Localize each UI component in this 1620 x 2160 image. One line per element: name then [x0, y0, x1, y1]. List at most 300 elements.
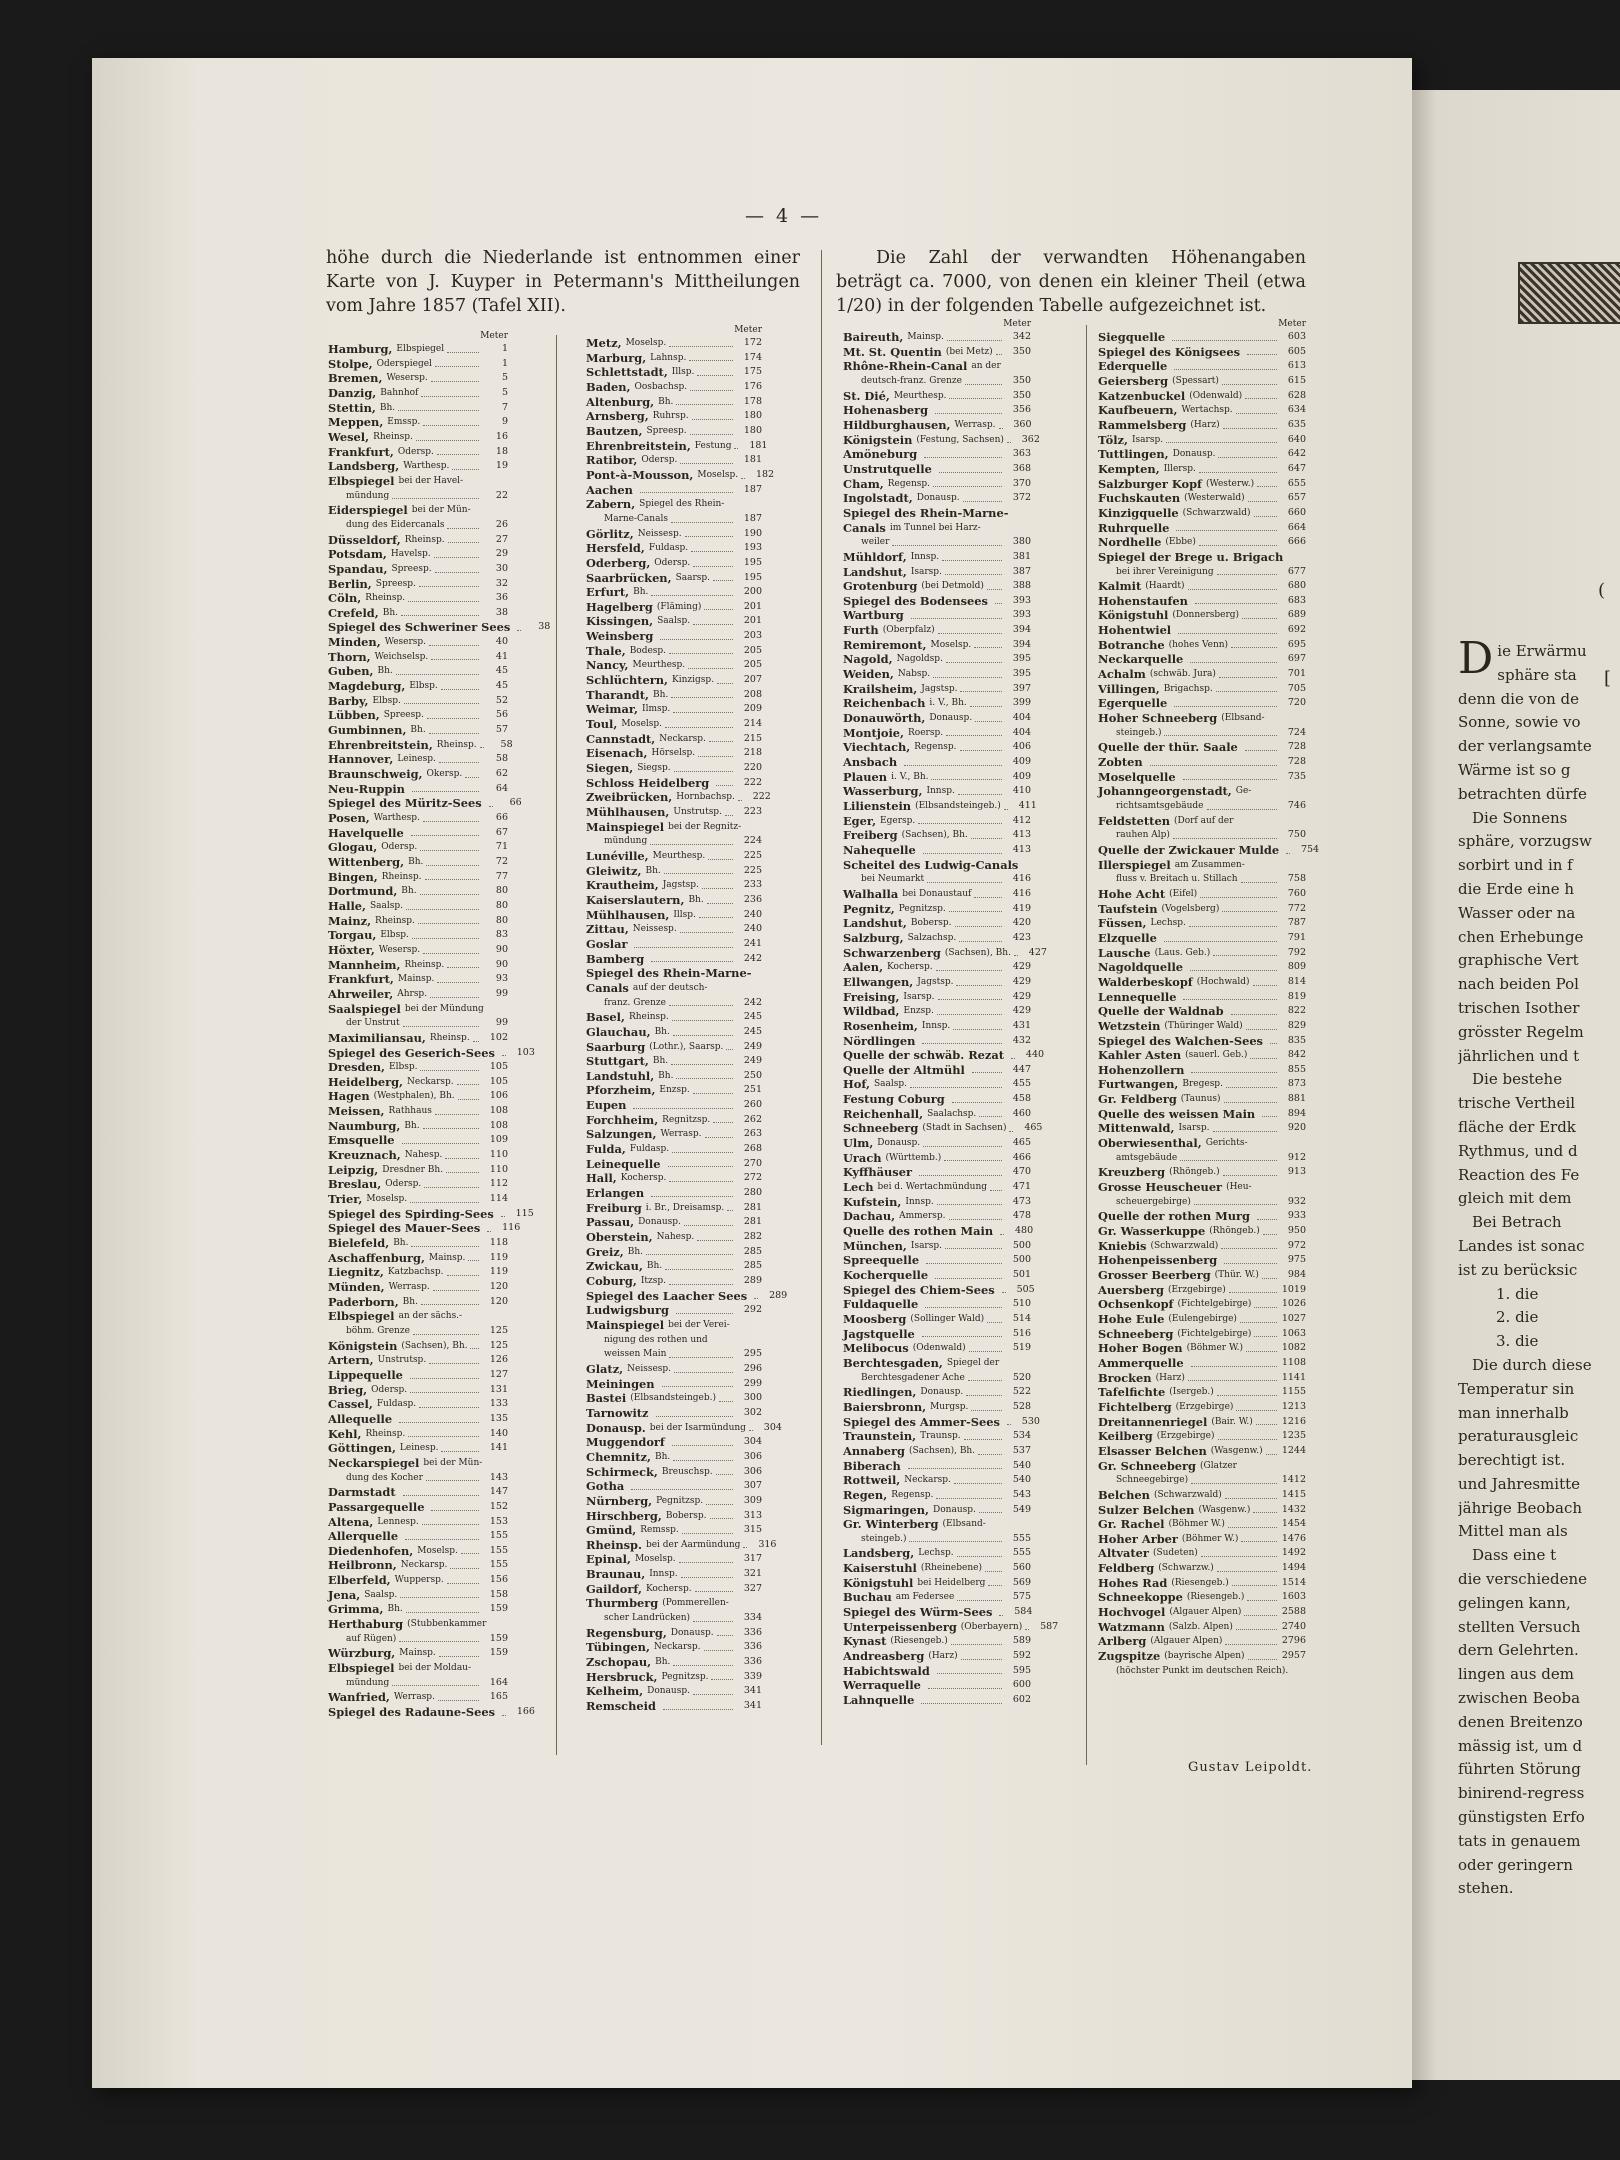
- place-name: Dreitannenriegel: [1098, 1414, 1208, 1429]
- place-qualifier: Isarsp.: [1178, 1123, 1210, 1134]
- place-name: Spiegel des Spirding-Sees: [328, 1206, 494, 1221]
- place-qualifier: (Ebbe): [1165, 537, 1196, 548]
- place-name: Stettin,: [328, 400, 376, 415]
- table-row: [586, 1054, 762, 1069]
- place-name: Heilbronn,: [328, 1558, 397, 1573]
- text-line: jährige Beobach: [1458, 1498, 1583, 1517]
- height-value: 530: [1021, 1415, 1040, 1427]
- place-qualifier: Siegsp.: [637, 763, 671, 774]
- dot-leader: [1262, 1278, 1277, 1279]
- dot-leader: [1236, 413, 1277, 414]
- place-name: Wasserburg,: [843, 784, 923, 799]
- text-line: peraturausgleic: [1458, 1427, 1579, 1446]
- table-row: [328, 1295, 508, 1310]
- height-value: 584: [1014, 1606, 1033, 1618]
- height-value: 193: [743, 542, 762, 554]
- place-qualifier: (Elbsandsteingeb.): [915, 801, 1001, 811]
- place-qualifier: Neckarsp.: [904, 1475, 951, 1486]
- place-qualifier: mündung: [604, 836, 648, 847]
- place-name: Viechtach,: [843, 740, 911, 755]
- place-qualifier: Neissesp.: [637, 528, 682, 539]
- height-value: 1019: [1281, 1283, 1306, 1295]
- place-qualifier: bei der Aarmündung: [645, 1539, 741, 1550]
- place-qualifier: richtsamtsgebäude: [1116, 801, 1204, 811]
- dot-leader: [942, 560, 1002, 561]
- table-row: [586, 1655, 762, 1670]
- height-value: 57: [495, 724, 508, 736]
- place-name: Schloss Heidelberg: [586, 775, 710, 790]
- dot-leader: [426, 865, 479, 866]
- table-row: [328, 1045, 535, 1061]
- place-qualifier: Isarsp.: [910, 566, 942, 577]
- place-qualifier: (Thür. W.): [1214, 1270, 1259, 1280]
- place-qualifier: Moselsp.: [621, 719, 663, 730]
- table-row: [328, 1515, 508, 1530]
- table-row: [586, 849, 762, 864]
- height-value: 697: [1287, 653, 1306, 665]
- place-name: Hall,: [586, 1171, 617, 1186]
- height-value: 224: [743, 835, 762, 847]
- height-value: 460: [1012, 1107, 1031, 1119]
- place-qualifier: Innsp.: [905, 1196, 934, 1207]
- dot-leader: [679, 1562, 733, 1563]
- dot-leader: [669, 1284, 733, 1285]
- place-qualifier: Bh.: [627, 1246, 644, 1257]
- height-value: 296: [743, 1362, 762, 1374]
- place-qualifier: Donausp.: [929, 713, 973, 724]
- table-row: [586, 864, 762, 879]
- place-name: Hagelberg: [586, 599, 653, 614]
- dot-leader: [1004, 809, 1008, 810]
- height-value: 501: [1012, 1269, 1031, 1280]
- dot-leader: [918, 823, 1002, 824]
- table-row: [586, 1391, 762, 1406]
- dot-leader: [1164, 941, 1277, 942]
- place-qualifier: Innsp.: [926, 786, 955, 797]
- table-row: [843, 902, 1031, 917]
- table-row: [843, 359, 1031, 374]
- place-name: Hoher Bogen: [1098, 1341, 1183, 1356]
- place-qualifier: fluss v. Breitach u. Stillach: [1116, 874, 1238, 885]
- table-row: [1098, 1503, 1306, 1518]
- height-value: 280: [743, 1187, 762, 1199]
- dot-leader: [410, 1202, 479, 1203]
- dot-leader: [947, 340, 1002, 341]
- place-qualifier: (Schwarzwald): [1150, 1240, 1219, 1251]
- intro-right: Die Zahl der verwandten Höhenangaben beträgt ca. 7000, von denen ein kleiner Theil (etwa 1/20) in der folgenden Tabelle aufgezeichnet ist.: [836, 248, 1306, 316]
- height-value: 140: [489, 1427, 508, 1439]
- place-name: Zugspitze: [1098, 1649, 1161, 1664]
- dot-leader: [957, 1556, 1002, 1557]
- place-qualifier: Bregesp.: [1182, 1079, 1223, 1090]
- place-name: Weinsberg: [586, 629, 654, 644]
- place-name: Kempten,: [1098, 461, 1160, 476]
- table-row: [1098, 1107, 1306, 1122]
- table-row: [586, 1626, 762, 1641]
- text-line: die verschiedene: [1458, 1570, 1588, 1589]
- place-name: Herthaburg: [328, 1617, 404, 1632]
- table-row: [328, 1339, 508, 1354]
- table-row: [328, 1075, 508, 1090]
- place-name: Minden,: [328, 635, 381, 650]
- place-name: Feldstetten: [1098, 813, 1170, 828]
- right-page-bracket: [: [1604, 668, 1612, 689]
- table-row: [328, 855, 508, 870]
- place-qualifier: (Algauer Alpen): [1150, 1636, 1223, 1647]
- height-value: 1155: [1281, 1386, 1306, 1398]
- table-row: [586, 1245, 762, 1260]
- place-name: Lennequelle: [1098, 989, 1177, 1004]
- height-value: 66: [495, 812, 508, 823]
- table-row: [843, 1019, 1031, 1034]
- dot-leader: [1286, 853, 1290, 854]
- place-name: Altena,: [328, 1514, 374, 1529]
- place-name: Crefeld,: [328, 605, 379, 620]
- dot-leader: [951, 1644, 1002, 1645]
- place-qualifier: (Bair. W.): [1211, 1416, 1253, 1427]
- place-qualifier: Remssp.: [640, 1525, 679, 1536]
- place-name: Ruhrquelle: [1098, 520, 1170, 535]
- place-qualifier: Kochersp.: [645, 1583, 692, 1594]
- place-qualifier: Bh.: [401, 886, 417, 897]
- place-name: Grosse Heuscheuer: [1098, 1180, 1223, 1195]
- table-row: [1098, 740, 1306, 755]
- place-name: Görlitz,: [586, 526, 634, 541]
- place-name: Lippequelle: [328, 1367, 403, 1382]
- table-row: [1098, 1546, 1306, 1561]
- place-qualifier: Warthesp.: [373, 813, 420, 823]
- place-qualifier: Donausp.: [916, 493, 960, 504]
- height-value: 38: [495, 606, 508, 618]
- table-row: [1098, 887, 1306, 902]
- place-qualifier: mündung: [346, 1677, 390, 1688]
- table-row: [843, 1151, 1031, 1166]
- dot-leader: [1241, 1541, 1277, 1542]
- height-value: 409: [1012, 770, 1031, 782]
- height-value: 289: [743, 1275, 762, 1286]
- place-name: Scheitel des Ludwig-Canals: [843, 857, 1019, 872]
- dot-leader: [429, 645, 479, 646]
- text-line: dern Gelehrten.: [1458, 1641, 1579, 1660]
- table-row: [1098, 1209, 1306, 1224]
- dot-leader: [922, 1336, 1002, 1337]
- place-qualifier: (Württemb.): [885, 1152, 942, 1163]
- table-row: [328, 1529, 508, 1544]
- table-row: [586, 878, 762, 893]
- table-row: [843, 1546, 1031, 1561]
- height-value: 1454: [1281, 1518, 1306, 1530]
- place-qualifier: (Fichtelgebirge): [1177, 1299, 1252, 1310]
- table-row: [1098, 1239, 1306, 1254]
- height-value: 250: [743, 1069, 762, 1081]
- place-name: Regensburg,: [586, 1625, 667, 1640]
- table-row: [328, 1324, 508, 1339]
- height-value: 1: [501, 357, 508, 369]
- place-name: Reichenhall,: [843, 1106, 924, 1121]
- place-qualifier: Saalsp.: [370, 900, 404, 911]
- dot-leader: [1245, 398, 1277, 399]
- place-name: Erfurt,: [586, 585, 630, 600]
- place-qualifier: bei der Isarmündung: [649, 1422, 746, 1433]
- table-row: [843, 1693, 1031, 1708]
- place-qualifier: Werrasp.: [388, 1282, 430, 1292]
- place-qualifier: Donausp.: [670, 1627, 714, 1638]
- place-qualifier: Elbsp.: [409, 681, 438, 692]
- height-value: 209: [743, 703, 762, 715]
- table-row: [328, 371, 508, 386]
- dot-leader: [706, 1504, 733, 1505]
- place-name: Arnsberg,: [586, 409, 649, 424]
- table-row: [328, 503, 508, 518]
- place-name: Münden,: [328, 1280, 385, 1294]
- table-row: [1098, 535, 1306, 550]
- place-name: Krailsheim,: [843, 681, 918, 696]
- table-row: [843, 462, 1031, 477]
- place-qualifier: bei ihrer Vereinigung: [1116, 566, 1214, 577]
- place-name: Toul,: [586, 717, 618, 732]
- dot-leader: [702, 888, 733, 889]
- dot-leader: [405, 1539, 479, 1540]
- place-qualifier: (Sudeten): [1152, 1548, 1198, 1559]
- dot-leader: [445, 1158, 479, 1159]
- height-value: 350: [1012, 345, 1031, 357]
- place-name: Traunstein,: [843, 1429, 917, 1444]
- height-value: 429: [1012, 975, 1031, 987]
- table-row: [1098, 858, 1306, 873]
- table-row: [1098, 447, 1306, 462]
- text-line: Die Sonnens: [1472, 808, 1568, 827]
- dot-leader: [1025, 1629, 1029, 1630]
- table-row: [328, 884, 508, 899]
- table-row: [1098, 726, 1306, 741]
- dot-leader: [1199, 472, 1277, 473]
- place-name: Rosenheim,: [843, 1018, 918, 1033]
- dot-leader: [1244, 1615, 1277, 1616]
- table-row: [328, 664, 508, 679]
- height-value: 540: [1012, 1459, 1031, 1471]
- dot-leader: [1207, 809, 1278, 810]
- text-line: 3. die: [1496, 1332, 1539, 1351]
- dot-leader: [672, 1445, 733, 1446]
- place-qualifier: rauhen Alp): [1116, 830, 1170, 841]
- place-name: Gotha: [586, 1479, 625, 1494]
- dot-leader: [669, 1357, 733, 1358]
- height-value: 350: [1012, 374, 1031, 386]
- dot-leader: [674, 1372, 733, 1373]
- dot-leader: [502, 1715, 506, 1716]
- height-value: 975: [1287, 1254, 1306, 1266]
- place-name: Hagen: [328, 1089, 370, 1104]
- dot-leader: [457, 1084, 479, 1085]
- dot-leader: [1257, 486, 1277, 487]
- table-row: [843, 477, 1031, 492]
- place-qualifier: Ruhrsp.: [652, 411, 689, 422]
- place-qualifier: (Westerw.): [1205, 478, 1255, 489]
- height-value: 90: [495, 958, 508, 970]
- place-name: Donauwörth,: [843, 711, 926, 726]
- text-line: jährlichen und t: [1458, 1046, 1580, 1065]
- dot-leader: [949, 911, 1002, 912]
- dot-leader: [650, 844, 733, 845]
- height-value: 223: [743, 806, 762, 817]
- table-row: [1098, 1356, 1306, 1371]
- dot-leader: [1000, 1234, 1004, 1235]
- height-value: 222: [743, 776, 762, 788]
- dot-leader: [1180, 1160, 1277, 1161]
- table-row: [1098, 1429, 1306, 1444]
- height-value: 412: [1012, 814, 1031, 826]
- place-name: Kynast: [843, 1634, 887, 1649]
- table-row: [1098, 521, 1306, 536]
- place-qualifier: Rheinsp.: [404, 534, 445, 545]
- table-row: [1098, 990, 1306, 1005]
- place-name: Elbspiegel: [328, 1661, 395, 1676]
- table-row: [586, 512, 762, 527]
- height-value: 116: [502, 1222, 521, 1234]
- place-qualifier: Emssp.: [387, 417, 421, 428]
- place-name: Aalen,: [843, 960, 884, 975]
- height-value: 363: [1012, 448, 1031, 460]
- table-row: [586, 761, 762, 776]
- table-row: [1098, 1576, 1306, 1591]
- place-qualifier: (Festung, Sachsen): [916, 434, 1004, 445]
- dot-leader: [425, 879, 479, 880]
- table-row: [586, 1567, 762, 1582]
- dot-leader: [1226, 1087, 1277, 1088]
- table-row: [843, 1576, 1031, 1591]
- table-row: [843, 1385, 1031, 1400]
- dot-leader: [966, 1395, 1002, 1396]
- place-qualifier: Gerichts-: [1205, 1138, 1248, 1149]
- dot-leader: [416, 440, 479, 441]
- dot-leader: [651, 595, 733, 596]
- dot-leader: [754, 1298, 758, 1299]
- dot-leader: [410, 1392, 479, 1393]
- place-name: Ederquelle: [1098, 359, 1168, 374]
- intro-left: höhe durch die Niederlande ist entnommen einer Karte von J. Kuyper in Petermann's Mittheilungen vom Jahre 1857 (Tafel XII).: [326, 248, 800, 316]
- height-value: 135: [489, 1412, 508, 1424]
- height-value: 67: [495, 826, 508, 838]
- table-row: [843, 579, 1031, 594]
- height-value: 368: [1012, 462, 1031, 474]
- dot-leader: [461, 1553, 479, 1554]
- dot-leader: [413, 1334, 479, 1335]
- height-value: 72: [495, 855, 508, 867]
- place-name: Trier,: [328, 1192, 363, 1207]
- place-name: Egerquelle: [1098, 696, 1168, 711]
- text-line: 2. die: [1496, 1308, 1539, 1327]
- height-value: 302: [743, 1406, 762, 1418]
- table-row: [328, 1060, 508, 1075]
- place-qualifier: Murgsp.: [930, 1401, 969, 1412]
- text-line: führten Störung: [1458, 1760, 1581, 1779]
- height-value: 236: [743, 893, 762, 905]
- table-row: [1098, 916, 1306, 931]
- dot-leader: [925, 1307, 1002, 1308]
- place-name: Glogau,: [328, 840, 378, 855]
- dot-leader: [1254, 516, 1277, 517]
- text-line: trischen Isother: [1458, 998, 1580, 1017]
- place-name: Belchen: [1098, 1487, 1150, 1502]
- place-name: Kehl,: [328, 1426, 362, 1441]
- place-name: Havelquelle: [328, 825, 404, 840]
- place-name: Wittenberg,: [328, 854, 405, 869]
- dot-leader: [640, 492, 733, 493]
- place-qualifier: bei der Havel-: [398, 475, 464, 486]
- table-row: [1098, 1312, 1306, 1327]
- table-row: [586, 1552, 762, 1567]
- height-value: 409: [1012, 756, 1031, 768]
- height-value: 118: [489, 1237, 508, 1249]
- table-row: [328, 1163, 508, 1178]
- place-name: Weimar,: [586, 702, 639, 717]
- place-name: Rottweil,: [843, 1473, 901, 1488]
- height-value: 395: [1012, 653, 1031, 665]
- dot-leader: [952, 1102, 1002, 1103]
- place-qualifier: (Odenwald): [912, 1343, 966, 1354]
- height-value: 109: [489, 1134, 508, 1146]
- place-qualifier: Isarsp.: [910, 1240, 942, 1251]
- table-row: [1098, 579, 1306, 594]
- place-qualifier: Elbsp.: [380, 930, 409, 941]
- place-qualifier: Bh.: [653, 689, 669, 700]
- table-row: [1098, 1385, 1306, 1400]
- table-row: [328, 870, 508, 885]
- height-value: 214: [743, 718, 762, 730]
- table-row: [586, 996, 762, 1011]
- height-value: 205: [743, 659, 762, 671]
- table-row: [328, 972, 508, 987]
- text-line: man innerhalb: [1458, 1403, 1569, 1422]
- dot-leader: [673, 1035, 733, 1036]
- place-qualifier: Leinesp.: [397, 754, 436, 765]
- dot-leader: [1242, 618, 1277, 619]
- place-name: Elzquelle: [1098, 930, 1157, 945]
- table-row: [328, 547, 508, 562]
- place-name: Schneeberg: [843, 1121, 919, 1136]
- dot-leader: [412, 791, 479, 792]
- place-name: Spiegel der Brege u. Brigach: [1098, 549, 1284, 564]
- height-value: 404: [1012, 712, 1031, 724]
- height-value: 225: [743, 864, 762, 876]
- dot-leader: [705, 1137, 734, 1138]
- dot-leader: [633, 1108, 733, 1109]
- table-row: [586, 1347, 762, 1362]
- place-qualifier: Rheinsp.: [628, 1012, 669, 1023]
- place-name: Landsberg,: [843, 1546, 915, 1561]
- place-name: Stuttgart,: [586, 1054, 649, 1069]
- dot-leader: [1190, 662, 1277, 663]
- place-qualifier: Kinzigsp.: [672, 675, 715, 686]
- table-row: [843, 1649, 1031, 1664]
- dot-leader: [1254, 1307, 1277, 1308]
- dot-leader: [423, 821, 479, 822]
- table-row: [1098, 1590, 1306, 1605]
- table-row: [586, 1069, 762, 1084]
- dot-leader: [743, 1547, 747, 1548]
- dot-leader: [446, 1172, 479, 1173]
- place-name: Schneeberg: [1098, 1326, 1174, 1341]
- dot-leader: [979, 1512, 1002, 1513]
- dot-leader: [392, 1685, 479, 1686]
- height-value: 306: [743, 1450, 762, 1462]
- table-row: [843, 521, 1031, 536]
- table-row: [586, 1537, 777, 1553]
- unit-label: Meter: [1003, 319, 1031, 329]
- height-value: 336: [743, 1656, 762, 1668]
- height-value: 182: [755, 468, 775, 480]
- height-value: 218: [743, 747, 762, 759]
